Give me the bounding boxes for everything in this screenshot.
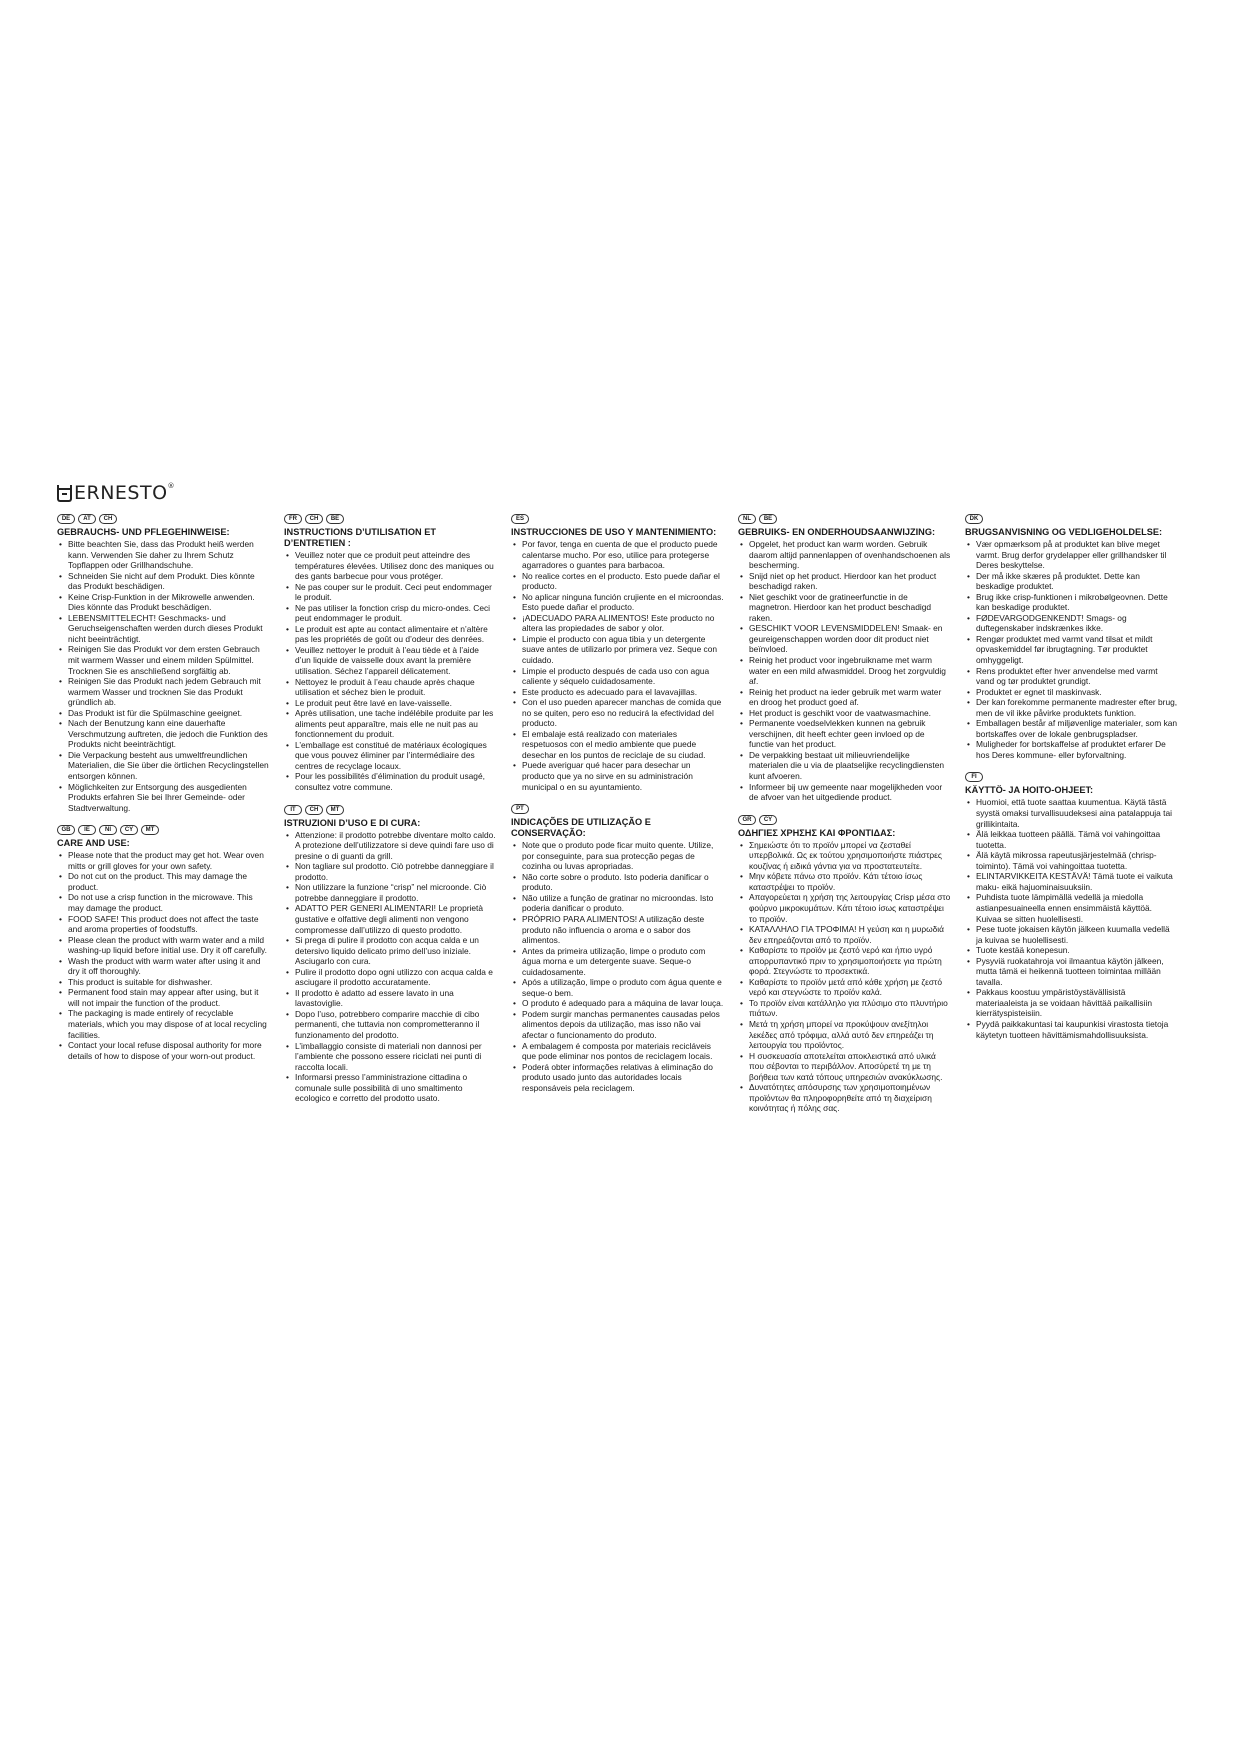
country-badges <box>57 514 270 524</box>
instruction-item: • Poderá obter informações relativas à eliminação do produto usado junto das autoridades locais responsáveis pela reciclagem. <box>511 1062 724 1094</box>
instruction-item: • Não utilize a função de gratinar no microondas. Isto poderia danificar o produto. <box>511 893 724 914</box>
instruction-item: • Puhdista tuote lämpimällä vedellä ja miedolla astianpesuaineella ennen ensimmäistä käyttöä. Kuivaa se sitten huolellisesti. <box>965 892 1178 924</box>
instruction-item: • Não corte sobre o produto. Isto poderia danificar o produto. <box>511 872 724 893</box>
instruction-item: • Do not use a crisp function in the microwave. This may damage the product. <box>57 892 270 913</box>
instruction-item: • Note que o produto pode ficar muito quente. Utilize, por conseguinte, para sua protecção pegas de cozinha ou luvas apropriadas. <box>511 840 724 872</box>
country-badge: DE <box>57 514 75 524</box>
instruction-item: • Pakkaus koostuu ympäristöystävällisistä materiaaleista ja se voidaan hävittää paikallisiin kierrätyspisteisiin. <box>965 987 1178 1019</box>
instruction-item: • Das Produkt ist für die Spülmaschine geeignet. <box>57 708 270 719</box>
section-heading: BRUGSANVISNING OG VEDLIGEHOLDELSE: <box>965 527 1163 537</box>
brand-name: ERNESTO® <box>74 482 176 504</box>
instruction-item: • Μετά τη χρήση μπορεί να προκύψουν ανεξίτηλοι λεκέδες από τρόφιμα, αλλά αυτό δεν επηρεάζει τη λειτουργία του προϊόντος. <box>738 1019 951 1051</box>
instruction-item: • Huomioi, että tuote saattaa kuumentua. Käytä tästä syystä omaksi turvallisuudeksesi aina patalappuja tai grillikintaita. <box>965 797 1178 829</box>
instruction-item: • L’emballage est constitué de matériaux écologiques que vous pouvez éliminer par l’intermédiaire des centres de recyclage locaux. <box>284 740 497 772</box>
country-badges <box>511 514 724 524</box>
instruction-item: • A embalagem é composta por materiais recicláveis que pode eliminar nos pontos de reciclagem locais. <box>511 1041 724 1062</box>
instruction-item: • Podem surgir manchas permanentes causadas pelos alimentos depois da utilização, mas isso não vai afectar o funcionamento do produto. <box>511 1009 724 1041</box>
instruction-item: • Produktet er egnet til maskinvask. <box>965 687 1178 698</box>
instruction-item: • De verpakking bestaat uit milieuvriendelijke materialen die u via de plaatselijke recyclingdiensten kunt afvoeren. <box>738 750 951 782</box>
country-badge: NL <box>738 514 756 524</box>
country-badge: GR <box>738 815 756 825</box>
country-badge: CY <box>120 825 138 835</box>
instruction-item: • Der må ikke skæres på produktet. Dette kan beskadige produktet. <box>965 571 1178 592</box>
section-heading: GEBRAUCHS- UND PFLEGEHINWEISE: <box>57 527 230 537</box>
column-2 <box>284 514 497 1116</box>
instruction-item: • Älä leikkaa tuotteen päällä. Tämä voi vahingoittaa tuotetta. <box>965 829 1178 850</box>
instruction-item: • FOOD SAFE! This product does not affect the taste and aroma properties of foodstuffs. <box>57 914 270 935</box>
language-section <box>738 815 951 1114</box>
instruction-item: • Il prodotto è adatto ad essere lavato in una lavastoviglie. <box>284 988 497 1009</box>
section-heading: ΟΔΗΓΙΕΣ ΧΡΗΣΗΣ ΚΑΙ ΦΡΟΝΤΙΔΑΣ: <box>738 827 896 838</box>
instruction-item: • Brug ikke crisp-funktionen i mikrobølgeovnen. Dette kan beskadige produktet. <box>965 592 1178 613</box>
language-section <box>284 514 497 793</box>
country-badge: FI <box>965 772 983 782</box>
instruction-item: • Emballagen består af miljøvenlige materialer, som kan bortskaffes over de lokale genbrugspladser. <box>965 718 1178 739</box>
country-badges <box>57 825 270 835</box>
instruction-item: • Nach der Benutzung kann eine dauerhafte Verschmutzung auftreten, die jedoch die Funktion des Produkts nicht beeinträchtigt. <box>57 718 270 750</box>
instruction-list <box>57 539 270 813</box>
instruction-item: • Do not cut on the product. This may damage the product. <box>57 871 270 892</box>
instruction-item: • FØDEVARGODGENKENDT! Smags- og duftegenskaber indskrænkes ikke. <box>965 613 1178 634</box>
instruction-item: • Non utilizzare la funzione “crisp” nel microonde. Ciò potrebbe danneggiare il prodotto. <box>284 882 497 903</box>
instruction-item: • Pulire il prodotto dopo ogni utilizzo con acqua calda e asciugare il prodotto accuratamente. <box>284 967 497 988</box>
pot-icon <box>57 485 72 502</box>
instruction-item: • Please note that the product may get hot. Wear oven mitts or grill gloves for your own safety. <box>57 850 270 871</box>
instruction-item: • This product is suitable for dishwasher. <box>57 977 270 988</box>
brand-logo <box>57 482 175 504</box>
country-badge: BE <box>759 514 777 524</box>
country-badge: MT <box>141 825 159 835</box>
instruction-item: • Limpie el producto con agua tibia y un detergente suave antes de utilizarlo por primera vez. Seque con cuidado. <box>511 634 724 666</box>
instruction-item: • Si prega di pulire il prodotto con acqua calda e un detersivo liquido delicato primo dell’uso iniziale. Asciugarlo con cura. <box>284 935 497 967</box>
country-badges <box>284 805 497 815</box>
instruction-item: • Καθαρίστε το προϊόν μετά από κάθε χρήση με ζεστό νερό και στεγνώστε το προϊόν καλά. <box>738 977 951 998</box>
instruction-list <box>738 539 951 803</box>
instruction-list <box>284 830 497 1104</box>
instruction-item: • Niet geschikt voor de gratineerfunctie in de magnetron. Hierdoor kan het product beschadigd raken. <box>738 592 951 624</box>
instruction-list <box>738 840 951 1114</box>
instruction-item: • Vær opmærksom på at produktet kan blive meget varmt. Brug derfor grydelapper eller grillhandsker til Deres beskyttelse. <box>965 539 1178 571</box>
instruction-item: • Schneiden Sie nicht auf dem Produkt. Dies könnte das Produkt beschädigen. <box>57 571 270 592</box>
instruction-list <box>965 797 1178 1040</box>
instruction-list <box>511 840 724 1093</box>
instruction-item: • Opgelet, het product kan warm worden. Gebruik daarom altijd pannenlappen of ovenhandschoenen als bescherming. <box>738 539 951 571</box>
instruction-item: • Rens produktet efter hver anvendelse med varmt vand og tør produktet grundigt. <box>965 666 1178 687</box>
instruction-item: • Please clean the product with warm water and a mild washing-up liquid before initial use. Dry it off carefully. <box>57 935 270 956</box>
language-section <box>965 514 1178 760</box>
language-section <box>57 825 270 1061</box>
instruction-item: • Pysyviä ruokatahroja voi ilmaantua käytön jälkeen, mutta tämä ei heikennä tuotteen toimintaa millään tavalla. <box>965 956 1178 988</box>
country-badges <box>965 772 1178 782</box>
language-section <box>511 804 724 1093</box>
instruction-item: • The packaging is made entirely of recyclable materials, which you may dispose of at local recycling facilities. <box>57 1008 270 1040</box>
instruction-item: • ADATTO PER GENERI ALIMENTARI! Le proprietà gustative e olfattive degli alimenti non vengono compromesse dall’utilizzo di questo prodotto. <box>284 903 497 935</box>
instruction-item: • Informarsi presso l’amministrazione cittadina o comunale sulle possibilità di uno smaltimento ecologico e corretto del prodotto usato. <box>284 1072 497 1104</box>
instruction-item: • Muligheder for bortskaffelse af produktet erfarer De hos Deres kommune- eller byforvaltning. <box>965 739 1178 760</box>
instruction-item: • Reinigen Sie das Produkt vor dem ersten Gebrauch mit warmem Wasser und einem milden Spülmittel. Trocknen Sie es anschließend sorgfältig ab. <box>57 644 270 676</box>
instruction-item: • Este producto es adecuado para el lavavajillas. <box>511 687 724 698</box>
instruction-item: • O produto é adequado para a máquina de lavar louça. <box>511 998 724 1009</box>
language-section <box>511 514 724 792</box>
section-heading: GEBRUIKS- EN ONDERHOUDSAANWIJZING: <box>738 527 936 537</box>
instruction-item: • Informeer bij uw gemeente naar mogelijkheden voor de afvoer van het uitgediende product. <box>738 782 951 803</box>
instruction-list <box>965 539 1178 760</box>
column-4 <box>738 514 951 1126</box>
instruction-item: • ΚΑΤΑΛΛΗΛΟ ΓΙΑ ΤΡΟΦΙΜΑ! Η γεύση και η μυρωδιά δεν επηρεάζονται από το προϊόν. <box>738 924 951 945</box>
country-badge: CH <box>305 514 323 524</box>
section-heading: CARE AND USE: <box>57 838 130 849</box>
instruction-item: • Ne pas utiliser la fonction crisp du micro-ondes. Ceci peut endommager le produit. <box>284 603 497 624</box>
instruction-item: • Permanent food stain may appear after using, but it will not impair the function of the product. <box>57 987 270 1008</box>
instruction-item: • Tuote kestää konepesun. <box>965 945 1178 956</box>
country-badge: PT <box>511 804 529 814</box>
instruction-item: • Nettoyez le produit à l’eau chaude après chaque utilisation et séchez bien le produit. <box>284 677 497 698</box>
instruction-item: • Le produit peut être lavé en lave-vaisselle. <box>284 698 497 709</box>
instruction-list <box>511 539 724 792</box>
instruction-item: • Σημειώστε ότι το προϊόν μπορεί να ζεσταθεί υπερβολικά. Ως εκ τούτου χρησιμοποιήστε πιάστρες κουζίνας ή ειδικά γάντια για να προστατευτείτε. <box>738 840 951 872</box>
instruction-item: • Wash the product with warm water after using it and dry it off thoroughly. <box>57 956 270 977</box>
instruction-item: • GESCHIKT VOOR LEVENSMIDDELEN! Smaak- en geureigenschappen worden door dit product niet beïnvloed. <box>738 623 951 655</box>
section-heading: ISTRUZIONI D’USO E DI CURA: <box>284 817 421 828</box>
country-badge: CH <box>305 805 323 815</box>
country-badge: NI <box>99 825 117 835</box>
country-badges <box>965 514 1178 524</box>
country-badge: IT <box>284 805 302 815</box>
instruction-item: • Reinigen Sie das Produkt nach jedem Gebrauch mit warmem Wasser und trocknen Sie das Produkt gründlich ab. <box>57 676 270 708</box>
country-badges <box>738 514 951 524</box>
instruction-item: • Möglichkeiten zur Entsorgung des ausgedienten Produkts erfahren Sie bei Ihrer Gemeinde- oder Stadtverwaltung. <box>57 782 270 814</box>
column-5 <box>965 514 1178 1052</box>
instruction-item: • Permanente voedselvlekken kunnen na gebruik verschijnen, dit heeft echter geen invloed op de functie van het product. <box>738 718 951 750</box>
country-badge: CY <box>759 815 777 825</box>
country-badges <box>511 804 724 814</box>
instruction-item: • Attenzione: il prodotto potrebbe diventare molto caldo. A protezione dell’utilizzatore si deve quindi fare uso di presine o di guanti da grill. <box>284 830 497 862</box>
instruction-item: • ¡ADECUADO PARA ALIMENTOS! Este producto no altera las propiedades de sabor y olor. <box>511 613 724 634</box>
instruction-item: • Keine Crisp-Funktion in der Mikrowelle anwenden. Dies könnte das Produkt beschädigen. <box>57 592 270 613</box>
instruction-item: • Μην κόβετε πάνω στο προϊόν. Κάτι τέτοιο ίσως καταστρέψει το προϊόν. <box>738 871 951 892</box>
country-badge: MT <box>326 805 344 815</box>
instruction-item: • L’imballaggio consiste di materiali non dannosi per l’ambiente che possono essere riciclati nei punti di raccolta locali. <box>284 1041 497 1073</box>
instruction-item: • Veuillez nettoyer le produit à l’eau tiède et à l’aide d’un liquide de vaisselle doux avant la première utilisation. Séchez l’appareil délicatement. <box>284 645 497 677</box>
country-badge: IE <box>78 825 96 835</box>
instruction-item: • Bitte beachten Sie, dass das Produkt heiß werden kann. Verwenden Sie daher zu Ihrem Schutz Topflappen oder Grillhandschuhe. <box>57 539 270 571</box>
instruction-item: • Após a utilização, limpe o produto com água quente e seque-o bem. <box>511 977 724 998</box>
instruction-item: • No aplicar ninguna función crujiente en el microondas. Esto puede dañar el producto. <box>511 592 724 613</box>
country-badge: GB <box>57 825 75 835</box>
instruction-item: • Por favor, tenga en cuenta de que el producto puede calentarse mucho. Por eso, utilice para protegerse agarradores o guantes para barbacoa. <box>511 539 724 571</box>
country-badge: ES <box>511 514 529 524</box>
instruction-item: • Die Verpackung besteht aus umweltfreundlichen Materialien, die Sie über die örtlichen Recyclingstellen entsorgen können. <box>57 750 270 782</box>
instruction-item: • Snijd niet op het product. Hierdoor kan het product beschadigd raken. <box>738 571 951 592</box>
instruction-item: • Puede averiguar qué hacer para desechar un producto que ya no sirve en su administración municipal o en su ayuntamiento. <box>511 760 724 792</box>
instruction-list <box>284 550 497 793</box>
section-heading: INSTRUCCIONES DE USO Y MANTENIMIENTO: <box>511 527 717 537</box>
country-badge: AT <box>78 514 96 524</box>
instruction-item: • Non tagliare sul prodotto. Ciò potrebbe danneggiare il prodotto. <box>284 861 497 882</box>
country-badge: CH <box>99 514 117 524</box>
section-heading: INDICAÇÕES DE UTILIZAÇÃO E CONSERVAÇÃO: <box>511 817 651 839</box>
instruction-item: • Η συσκευασία αποτελείται αποκλειστικά από υλικά που σέβονται το περιβάλλον. Αποσύρετέ τη με τη βοήθεια των κατά τόπους υπηρεσιών ανακύκλωσης. <box>738 1051 951 1083</box>
section-heading: INSTRUCTIONS D’UTILISATION ET D’ENTRETIEN : <box>284 527 436 548</box>
instruction-item: • Après utilisation, une tache indélébile produite par les aliments peut apparaître, mais elle ne nuit pas au fonctionnement du produit. <box>284 708 497 740</box>
instruction-item: • Contact your local refuse disposal authority for more details of how to dispose of your worn-out product. <box>57 1040 270 1061</box>
country-badges <box>738 815 951 825</box>
instruction-item: • LEBENSMITTELECHT! Geschmacks- und Geruchseigenschaften werden durch dieses Produkt nicht beeinträchtigt. <box>57 613 270 645</box>
language-section <box>57 514 270 813</box>
instruction-item: • Δυνατότητες απόσυρσης των χρησιμοποιημένων προϊόντων θα πληροφορηθείτε από τη διαχείριση κοινότητας ή πόλης σας. <box>738 1082 951 1114</box>
country-badge: FR <box>284 514 302 524</box>
instruction-item: • ELINTARVIKKEITA KESTÄVÄ! Tämä tuote ei vaikuta maku- eikä hajuominaisuuksiin. <box>965 871 1178 892</box>
instruction-item: • Het product is geschikt voor de vaatwasmachine. <box>738 708 951 719</box>
instruction-item: • Pese tuote jokaisen käytön jälkeen kuumalla vedellä ja kuivaa se huolellisesti. <box>965 924 1178 945</box>
language-section <box>284 805 497 1104</box>
instruction-item: • Veuillez noter que ce produit peut atteindre des températures élevées. Utilisez donc des maniques ou des gants barbecue pour vous protéger. <box>284 550 497 582</box>
instruction-item: • Le produit est apte au contact alimentaire et n’altère pas les propriétés de goût ou d’odeur des denrées. <box>284 624 497 645</box>
country-badges <box>284 514 497 524</box>
section-heading: KÄYTTÖ- JA HOITO-OHJEET: <box>965 785 1094 796</box>
instruction-item: • Älä käytä mikrossa rapeutusjärjestelmää (chrisp-toiminto). Tämä voi vahingoittaa tuotetta. <box>965 850 1178 871</box>
language-section <box>738 514 951 803</box>
instruction-item: • Pyydä paikkakuntasi tai kaupunkisi virastosta tietoja käytetyn tuotteen hävittämismahdollisuuksista. <box>965 1019 1178 1040</box>
instruction-item: • Το προϊόν είναι κατάλληλο για πλύσιμο στο πλυντήριο πιάτων. <box>738 998 951 1019</box>
instruction-item: • Der kan forekomme permanente madrester efter brug, men de vil ikke påvirke produktets funktion. <box>965 697 1178 718</box>
instruction-item: • Rengør produktet med varmt vand tilsat et mildt opvaskemiddel før ibrugtagning. Tør produktet omhyggeligt. <box>965 634 1178 666</box>
instruction-item: • No realice cortes en el producto. Esto puede dañar el producto. <box>511 571 724 592</box>
country-badge: BE <box>326 514 344 524</box>
instruction-item: • Απαγορεύεται η χρήση της λειτουργίας Crisp μέσα στο φούρνο μικροκυμάτων. Κάτι τέτοιο ίσως καταστρέψει το προϊόν. <box>738 892 951 924</box>
instruction-item: • Reinig het product na ieder gebruik met warm water en droog het product goed af. <box>738 687 951 708</box>
instruction-item: • Reinig het product voor ingebruikname met warm water en een mild afwasmiddel. Droog het zorgvuldig af. <box>738 655 951 687</box>
instruction-item: • Dopo l’uso, potrebbero comparire macchie di cibo permanenti, che tuttavia non comprometteranno il funzionamento del prodotto. <box>284 1009 497 1041</box>
instruction-item: • Limpie el producto después de cada uso con agua caliente y séquelo cuidadosamente. <box>511 666 724 687</box>
instruction-item: • El embalaje está realizado con materiales respetuosos con el medio ambiente que puede desechar en los puntos de reciclaje de su ciudad. <box>511 729 724 761</box>
instruction-item: • Con el uso pueden aparecer manchas de comida que no se quiten, pero eso no reducirá la efectividad del producto. <box>511 697 724 729</box>
instruction-item: • Pour les possibilités d’élimination du produit usagé, consultez votre commune. <box>284 771 497 792</box>
instruction-item: • Ne pas couper sur le produit. Ceci peut endommager le produit. <box>284 582 497 603</box>
instruction-item: • Καθαρίστε το προϊόν με ζεστό νερό και ήπιο υγρό απορρυπαντικό πριν το χρησιμοποιήσετε για πρώτη φορά. Στεγνώστε το προσεκτικά. <box>738 945 951 977</box>
column-1 <box>57 514 270 1073</box>
column-3 <box>511 514 724 1105</box>
instruction-item: • Antes da primeira utilização, limpe o produto com água morna e um detergente suave. Seque-o cuidadosamente. <box>511 946 724 978</box>
language-section <box>965 772 1178 1040</box>
country-badge: DK <box>965 514 983 524</box>
instruction-list <box>57 850 270 1061</box>
instruction-item: • PRÓPRIO PARA ALIMENTOS! A utilização deste produto não influencia o aroma e o sabor dos alimentos. <box>511 914 724 946</box>
